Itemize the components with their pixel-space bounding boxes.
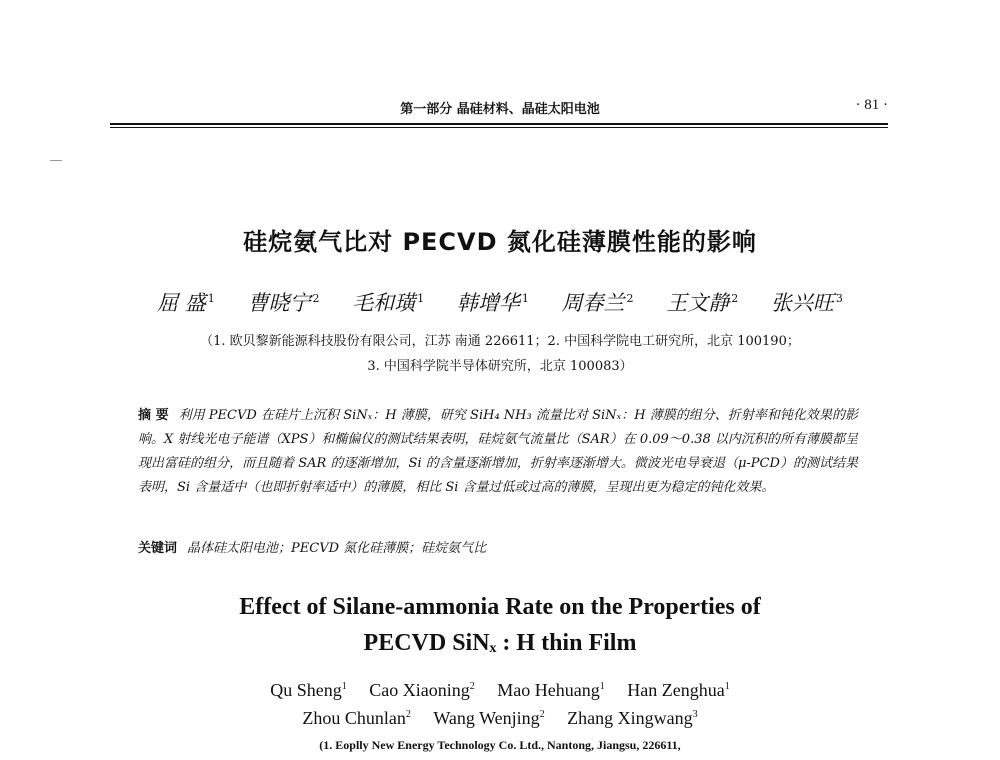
abstract-label: 摘 要	[138, 408, 169, 423]
cn-author: 屈 盛 $^1$	[157, 291, 215, 315]
cn-author: 韩增华 $^1$	[456, 291, 529, 315]
english-title-line1: Effect of Silane-ammonia Rate on the Properties of	[239, 594, 761, 620]
keywords-label: 关键词	[138, 541, 178, 556]
chinese-title: 硅烷氨气比对 PECVD 氮化硅薄膜性能的影响	[243, 228, 757, 256]
cn-author: 曹晓宁 $^2$	[247, 291, 320, 315]
margin-mark	[50, 160, 62, 161]
en-author: Mao Hehuang$^1$	[497, 680, 605, 700]
cn-author: 张兴旺 $^3$	[770, 291, 843, 315]
keywords	[138, 538, 858, 560]
en-author: Cao Xiaoning$^2$	[369, 680, 475, 700]
cn-author: 王文静 $^2$	[666, 291, 739, 315]
en-author: Wang Wenjing$^2$	[433, 708, 545, 728]
keywords-text: 晶体硅太阳电池；PECVD 氮化硅薄膜；硅烷氨气比	[187, 541, 487, 556]
cn-affiliation-line2: 3. 中国科学院半导体研究所，北京 100083）	[367, 359, 633, 374]
cn-author: 周春兰 $^2$	[561, 291, 634, 315]
running-header-title: 第一部分 晶硅材料、晶硅太阳电池	[400, 102, 600, 117]
running-header	[110, 98, 890, 122]
en-author: Zhang Xingwang$^3$	[567, 708, 698, 728]
cn-affiliation-line1: （1. 欧贝黎新能源科技股份有限公司，江苏 南通 226611；2. 中国科学院电工研究所，北京 100190；	[200, 334, 800, 349]
english-authors-row1	[0, 680, 1000, 701]
cn-author: 毛和璜 $^1$	[352, 291, 425, 315]
en-author: Qu Sheng$^1$	[270, 680, 347, 700]
header-rule-thin	[110, 127, 888, 128]
header-rule-thick	[110, 123, 888, 125]
en-author: Han Zenghua$^1$	[627, 680, 730, 700]
abstract	[138, 404, 858, 500]
en-author: Zhou Chunlan$^2$	[302, 708, 411, 728]
chinese-authors	[0, 287, 1000, 317]
english-authors-row2	[0, 708, 1000, 729]
page-number: · 81 ·	[855, 97, 888, 113]
english-title-line2: PECVD SiNₓ : H thin Film	[363, 630, 637, 656]
abstract-text: 利用 PECVD 在硅片上沉积 SiNₓ：H 薄膜，研究 SiH₄ NH₃ 流量比对 SiNₓ：H 薄膜的组分、折射率和钝化效果的影响。X 射线光电子能谱（XPS）和椭偏仪的测试结果表明，硅烷氨气流量比（SAR）在 0.09～0.38 以内沉积的所有薄膜都呈现出富硅的组分，而且随着 SAR 的逐渐增加，Si 的含量逐渐增加，折射率逐渐增大。微波光电导衰退（μ-PCD）的测试结果表明，Si 含量适中（也即折射率适中）的薄膜，相比 Si 含量过低或过高的薄膜，呈现出更为稳定的钝化效果。	[138, 408, 858, 495]
english-affiliation: (1. Eoplly New Energy Technology Co. Ltd., Nantong, Jiangsu, 226611,	[319, 738, 681, 752]
